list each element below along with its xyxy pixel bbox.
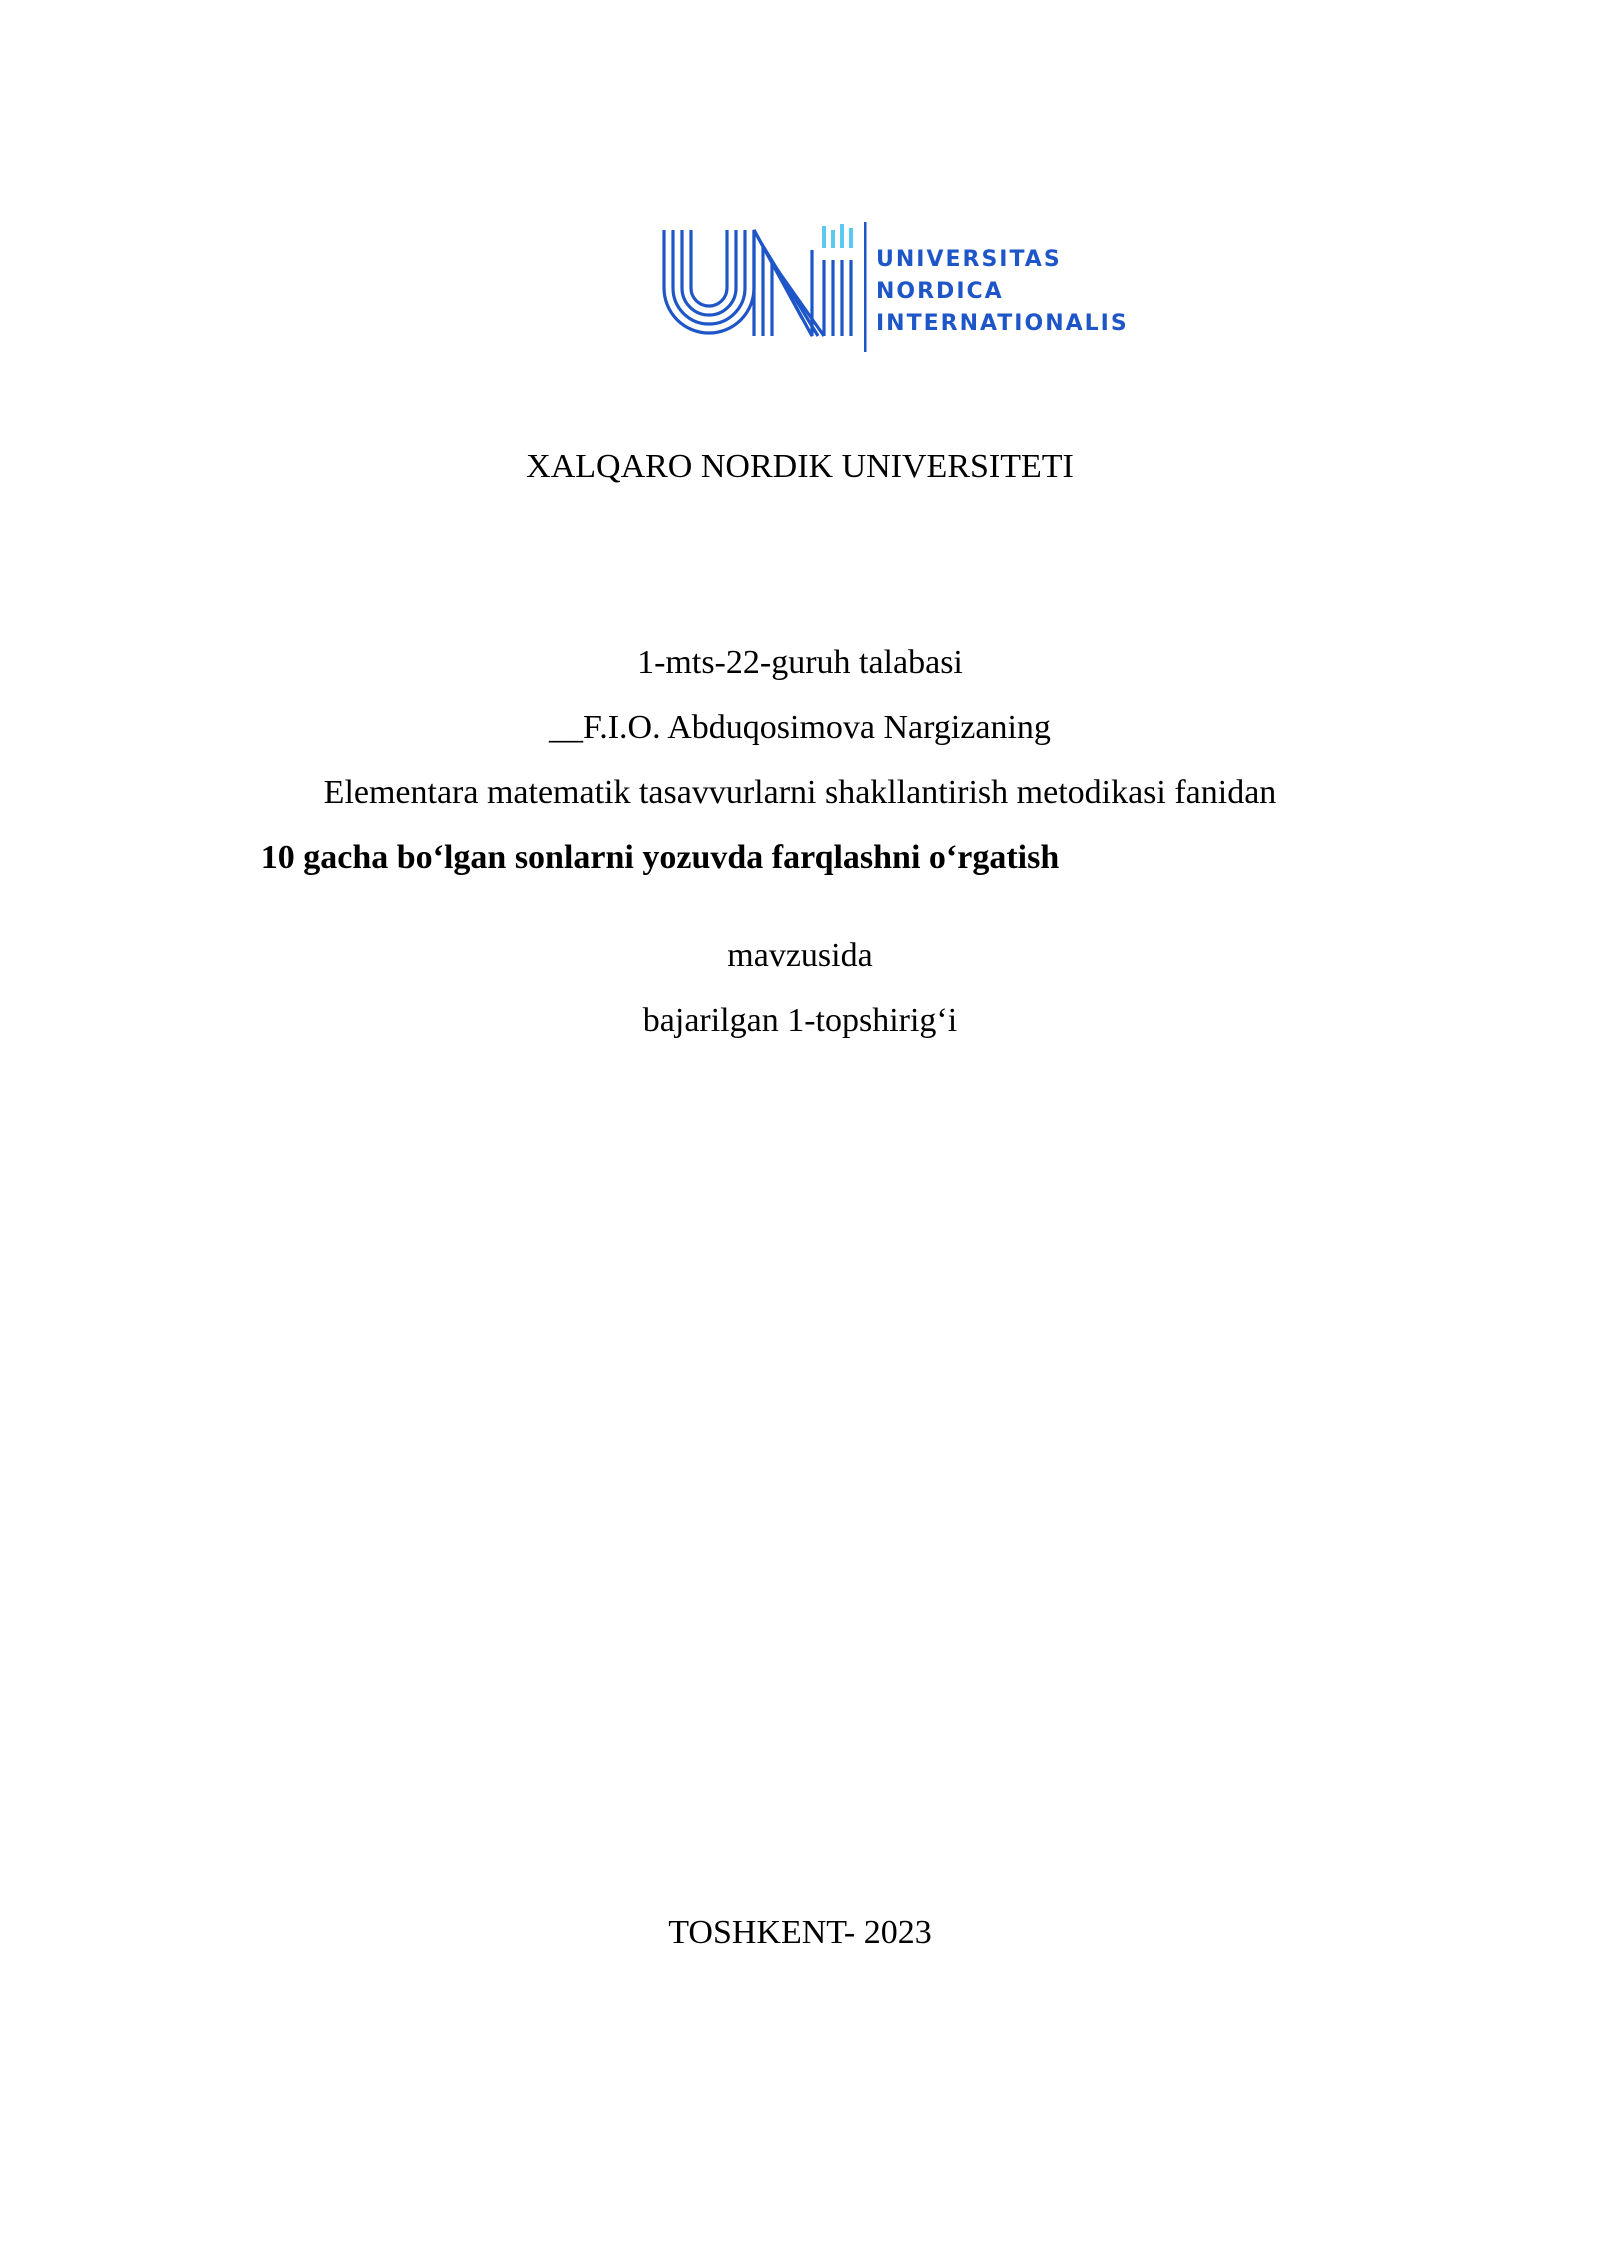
logo-text-line1: UNIVERSITAS	[876, 247, 1062, 272]
uni-logo-icon	[662, 218, 1142, 358]
topic-suffix: mavzusida	[727, 937, 873, 974]
city-year: TOSHKENT- 2023	[668, 1914, 932, 1951]
logo-text-line3: INTERNATIONALIS	[876, 311, 1129, 336]
student-group: 1-mts-22-guruh talabasi	[637, 644, 963, 681]
logo-text-line2: NORDICA	[876, 279, 1004, 304]
student-name: __F.I.O. Abduqosimova Nargizaning	[549, 709, 1051, 746]
university-name: XALQARO NORDIK UNIVERSITETI	[526, 448, 1074, 485]
subject-line: Elementara matematik tasavvurlarni shakllantirish metodikasi fanidan	[323, 774, 1277, 811]
university-logo	[662, 218, 1142, 358]
assignment-label: bajarilgan 1-topshirig‘i	[642, 1002, 958, 1039]
topic-title: 10 gacha bo‘lgan sonlarni yozuvda farqlashni o‘rgatish	[260, 839, 1060, 876]
